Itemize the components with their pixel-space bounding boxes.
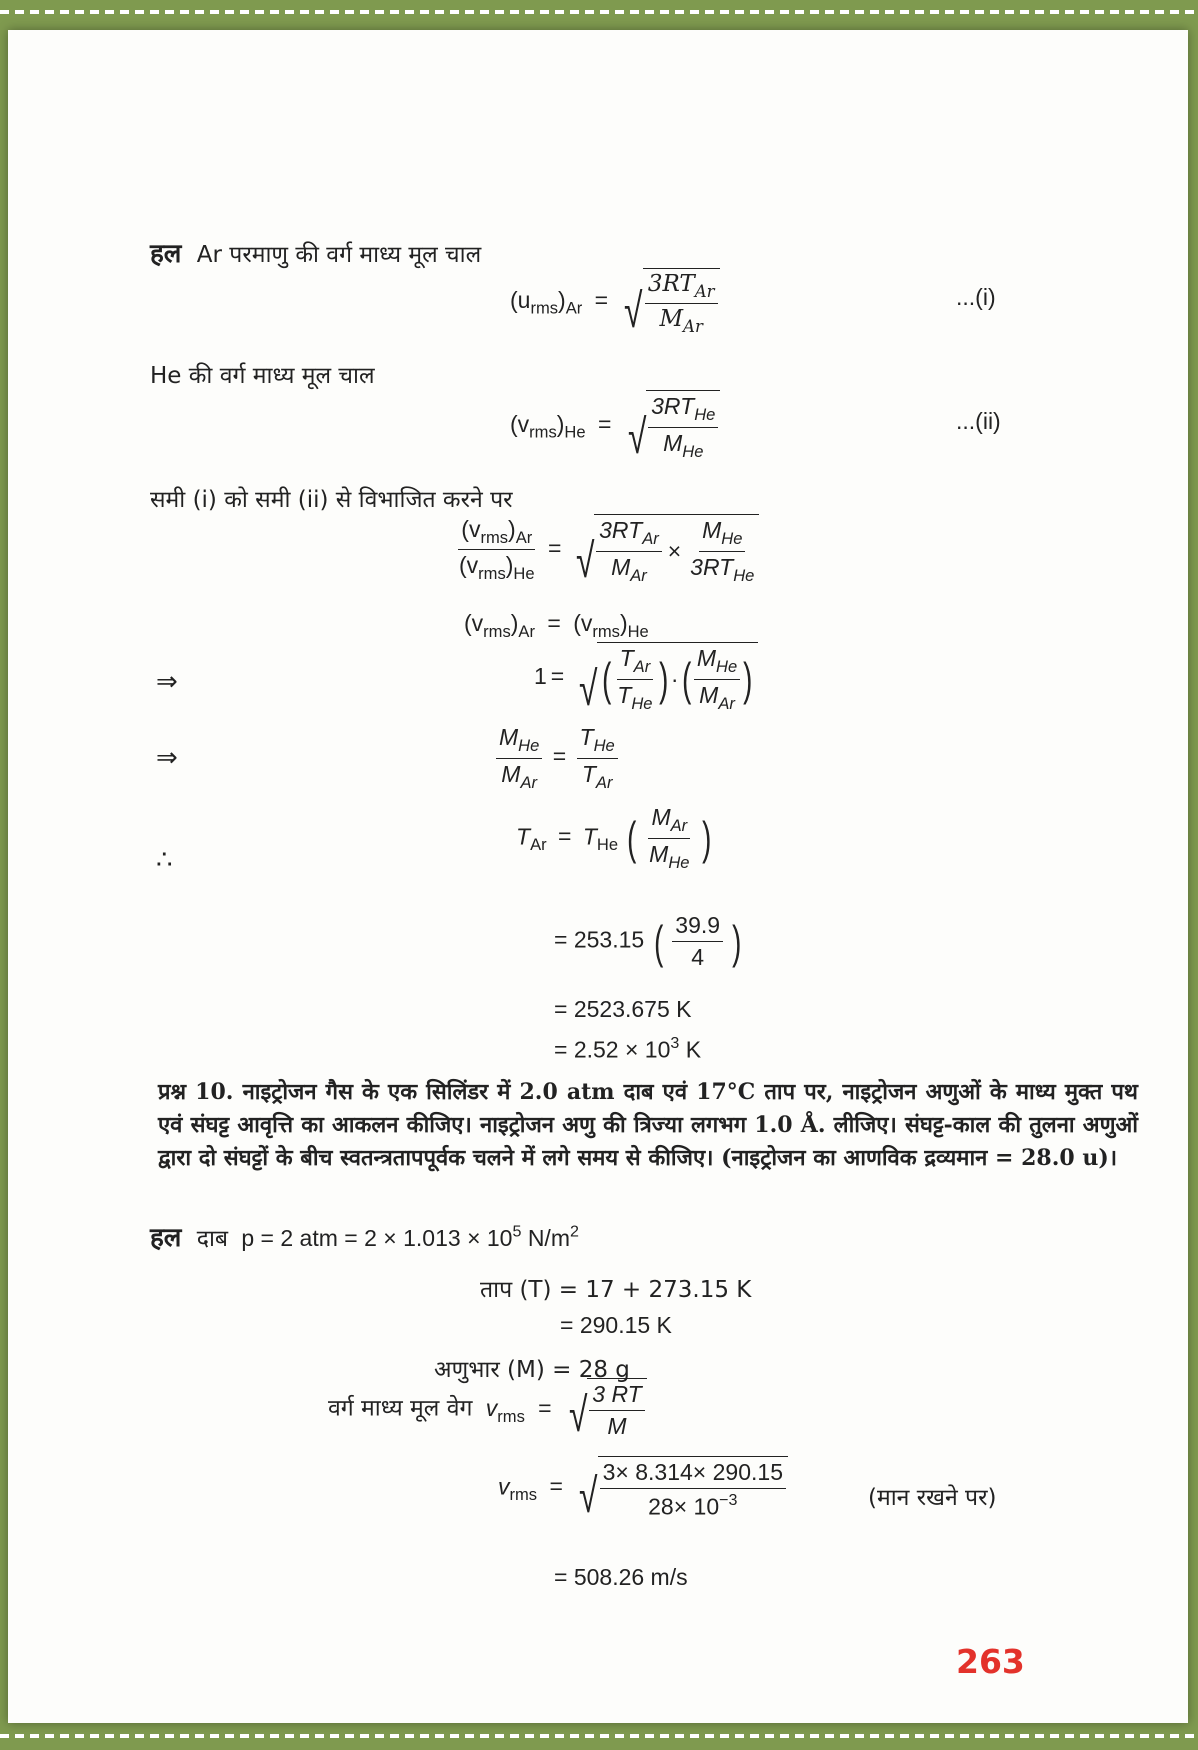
substitution-note: (मान रखने पर) [868,1485,997,1511]
equation-2: $(v_{rms})_{He}$ = √ $\frac{3RT_{He}}{M_{He}}$ [510,390,720,462]
question-label: प्रश्न 10. [158,1079,234,1105]
question-text: नाइट्रोजन गैस के एक सिलिंडर में 2.0 atm दाब एवं 17°C ताप पर, नाइट्रोजन अणुओं के माध्य मुक्त पथ एवं संघट्ट आवृत्ति का आकलन कीजिए। नाइट्रोजन अणु की त्रिज्या लगभग 1.0 Å. लीजिए। संघट्ट-काल की तुलना अणुओं द्वारा दो संघट्टों के बीच स्वतन्त्रतापपूर्वक चलने में लगे समय से कीजिए। (नाइट्रोजन का आणविक द्रव्यमान = 28.0 u)। [158,1079,1138,1171]
temperature-line: ताप (T) = 17 + 273.15 K [480,1277,752,1303]
page-number: 263 [956,1642,1025,1681]
hal-label-2: हल [150,1223,182,1253]
top-dashed-border [0,10,1198,14]
therefore-symbol: ∴ [156,844,173,874]
textbook-page [8,30,1188,1723]
tar-equation: $T_{Ar} = T_{He}$ ( $\frac{M_{Ar}}{M_{He}}$ ) [516,804,712,872]
equation-1: $(u_{rms})_{Ar}$ = √ $\frac{3RT_{Ar}}{M_{Ar}}$ [510,268,720,336]
he-rms-intro: He की वर्ग माध्य मूल चाल [150,363,375,389]
vrms-result: = 508.26 m/s [554,1564,688,1590]
molar-mass-line: अणुभार (M) = 28 g [434,1357,630,1383]
equal-speed-condition: $(v_{rms})_{Ar} = (v_{rms})_{He}$ [464,610,649,641]
calc-step-1: = 253.15 ( $\frac{39.9}{4}$ ) [554,912,742,970]
mass-temp-ratio: $\frac{M_{He}}{M_{Ar}}$ = $\frac{T_{He}}{T_{Ar}}$ [496,724,618,793]
hal-label: हल [150,239,182,269]
bottom-dashed-border [0,1734,1198,1738]
temperature-result: = 290.15 K [560,1312,672,1338]
equation-1-label: ...(i) [956,284,996,310]
equation-2-label: ...(ii) [956,408,1001,434]
ratio-equation: $\frac{(v_{rms})_{Ar}}{(v_{rms})_{He}}$ = √ $\frac{3RT_{Ar}}{M_{Ar}}$ × $\frac{M_{He}}{3RT_{He}}$ [456,514,759,586]
ar-rms-intro: Ar परमाणु की वर्ग माध्य मूल चाल [196,242,482,268]
vrms-substitution: $v_{rms}$ = √ $\frac{3\times 8.314\times 290.15}{28\times 10^{-3}}$ [498,1456,788,1521]
eq1-sqrt: √ $\frac{3RT_{Ar}}{M_{Ar}}$ [620,268,719,336]
solution-intro-line [150,234,481,270]
calc-step-2: = 2523.675 K [554,996,692,1022]
vrms-formula: वर्ग माध्य मूल वेग $v_{rms}$ = √ $\frac{3 RT}{M}$ [328,1378,647,1440]
question-10 [158,1076,1138,1175]
one-equals-equation: 1 = √ ( $\frac{T_{Ar}}{T_{He}}$ ) · ( $\frac{M_{He}}{M_{Ar}}$ ) [534,642,758,714]
implies-symbol-1: ⇒ [156,666,178,696]
pressure-line: हल दाब p = 2 atm = $2 \times 1.013 \times 10^5$ $N/m^2$ [150,1222,579,1253]
divide-instruction: समी (i) को समी (ii) से विभाजित करने पर [150,487,513,513]
implies-symbol-2: ⇒ [156,742,178,772]
calc-step-3: = $2.52 \times 10^3$ K [554,1034,702,1063]
